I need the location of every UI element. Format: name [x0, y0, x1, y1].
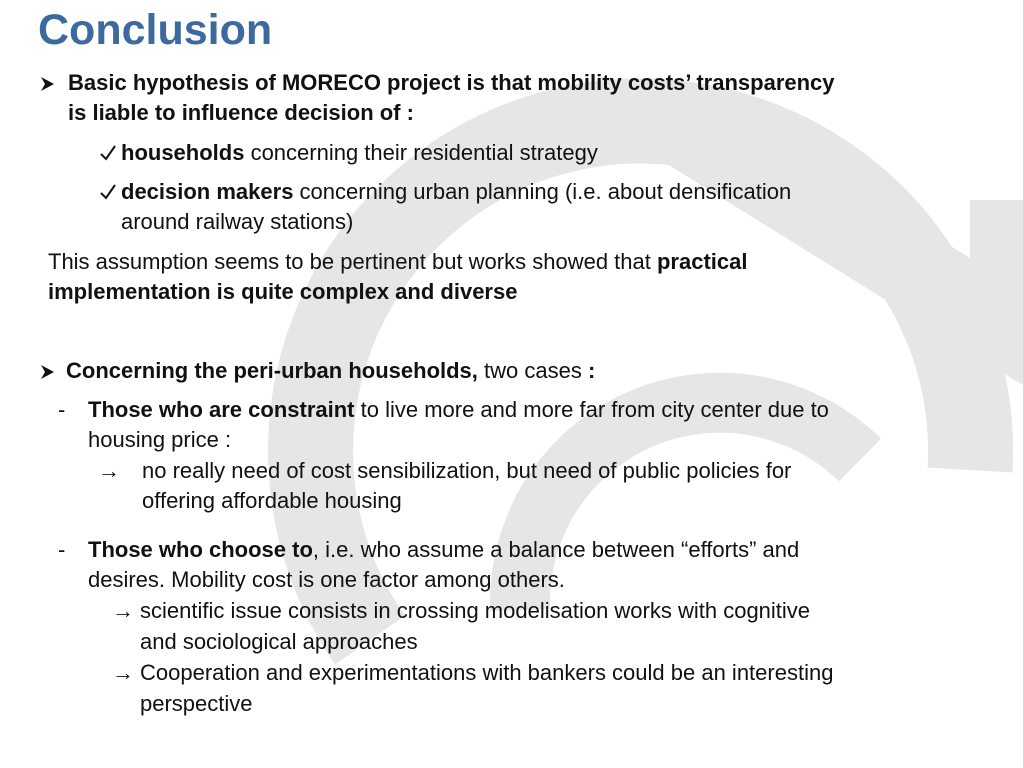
case-constraint-bold: Those who are constraint	[88, 397, 355, 422]
scientific-issue-line2: and sociological approaches	[140, 629, 418, 654]
households-label: households	[121, 140, 245, 165]
case-choose-bold: Those who choose to	[88, 537, 313, 562]
right-arrow-icon: →	[112, 660, 134, 685]
assumption-note-line2: implementation is quite complex and diverse	[48, 279, 518, 304]
arrowhead-bullet-icon	[40, 69, 56, 109]
households-text: concerning their residential strategy	[244, 140, 598, 165]
list-item-decision-makers	[121, 177, 791, 207]
section2-heading-bold: Concerning the peri-urban households,	[66, 358, 478, 383]
slide-title: Conclusion	[38, 6, 273, 54]
section1-heading-line1: Basic hypothesis of MORECO project is that mobility costs’ transparency	[68, 70, 835, 95]
assumption-note-bold: practical	[656, 249, 748, 274]
arrowhead-bullet-icon	[40, 357, 56, 397]
assumption-note-line1	[48, 247, 747, 277]
scientific-issue-line1: scientific issue consists in crossing modelisation works with cognitive	[140, 598, 811, 623]
check-mark-icon	[100, 138, 116, 178]
case-constraint-arrow-line1: no really need of cost sensibilization, but need of public policies for	[142, 458, 792, 483]
dash-bullet: -	[58, 537, 66, 562]
case-choose-line1	[88, 535, 799, 565]
right-arrow-icon: →	[98, 458, 120, 483]
decision-makers-label: decision makers	[121, 179, 294, 204]
dash-bullet: -	[58, 397, 66, 422]
case-constraint-line2: housing price :	[88, 427, 232, 452]
case-constraint-arrow-line2: offering affordable housing	[142, 488, 402, 513]
case-choose-line2: desires. Mobility cost is one factor among others.	[88, 567, 565, 592]
right-arrow-icon: →	[112, 598, 134, 623]
decision-makers-text-line2: around railway stations)	[121, 209, 354, 234]
watermark-inner-arc	[520, 403, 860, 610]
list-item-households	[121, 138, 598, 168]
case-choose-text: , i.e. who assume a balance between “efforts” and	[312, 537, 800, 562]
cooperation-line2: perspective	[140, 691, 253, 716]
decision-makers-text: concerning urban planning (i.e. about densification	[293, 179, 792, 204]
section2-heading	[66, 356, 595, 386]
case-constraint-text: to live more and more far from city center due to	[354, 397, 829, 422]
check-mark-icon	[100, 177, 116, 217]
section2-heading-text: two cases	[477, 358, 588, 383]
cooperation-line1: Cooperation and experimentations with bankers could be an interesting	[140, 660, 834, 685]
section2-heading-colon: :	[587, 358, 596, 383]
case-constraint-line1	[88, 395, 829, 425]
assumption-note-text: This assumption seems to be pertinent but works showed that	[48, 249, 657, 274]
section1-heading-line2: is liable to influence decision of :	[68, 100, 414, 125]
